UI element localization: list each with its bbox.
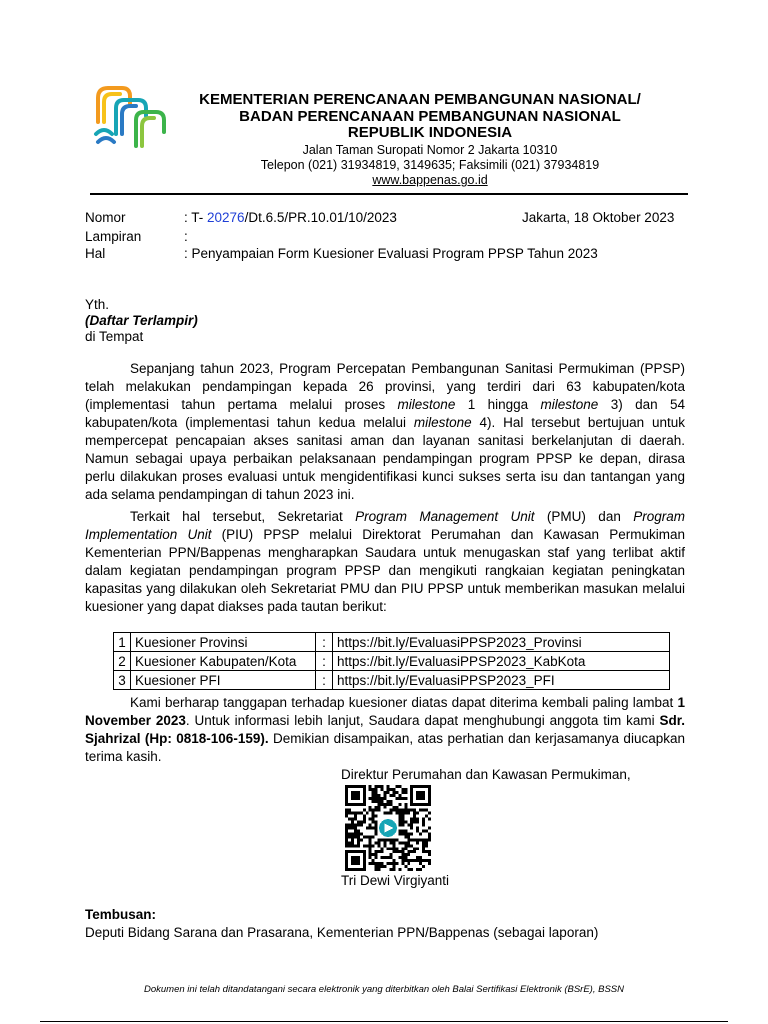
paragraph-1: Sepanjang tahun 2023, Program Percepatan Pembangunan Sanitasi Permukiman (PPSP) telah melakukan pendampingan kepada 26 provinsi, yang terdiri dari 63 kabupaten/kota (implementasi tahun pertama melalui proses milestone 1 hingga milestone 3) dan 54 kabupaten/kota (implementasi tahun kedua melalui milestone 4). Hal tersebut bertujuan untuk mempercepat pencapaian akses sanitasi aman dan layanan sanitasi berkelanjutan di daerah. Namun sebagai upaya perbaikan pelaksanaan pendampingan program PPSP ke depan, dirasa perlu dilakukan proses evaluasi untuk mengidentifikasi kunci sukses serta isu dan tantangan yang ada selama pendampingan di tahun 2023 ini.	[85, 361, 686, 502]
recipient-name: (Daftar Terlampir)	[85, 313, 198, 328]
lampiran-label: Lampiran	[85, 229, 142, 244]
recipient-yth: Yth.	[85, 297, 110, 312]
tembusan-item: Deputi Bidang Sarana dan Prasarana, Kementerian PPN/Bappenas (sebagai laporan)	[85, 925, 599, 940]
questionnaire-link[interactable]: https://bit.ly/EvaluasiPPSP2023_KabKota	[333, 652, 670, 671]
row-number: 2	[114, 652, 131, 671]
signature-title: Direktur Perumahan dan Kawasan Permukiman,	[341, 767, 631, 782]
row-number: 1	[114, 633, 131, 652]
header-divider	[90, 193, 688, 195]
tembusan-label: Tembusan:	[85, 907, 157, 922]
nomor-number: 20276	[207, 210, 245, 225]
paragraph-2: Terkait hal tersebut, Sekretariat Program Management Unit (PMU) dan Program Implementation Unit (PIU) PPSP melalui Direktorat Perumahan dan Kawasan Permukiman Kementerian PPN/Bappenas mengharapkan Saudara untuk menugaskan staf yang terlibat aktif dalam kegiatan pendampingan program PPSP dan mengikuti rangkaian kegiatan peningkatan kapasitas yang dilakukan oleh Sekretariat PMU dan PIU PPSP untuk memberikan masukan melalui kuesioner yang dapat diakses pada tautan berikut:	[85, 509, 686, 614]
footer-note: Dokumen ini telah ditandatangani secara elektronik yang diterbitkan oleh Balai Sertifikasi Elektronik (BSrE), BSSN	[144, 984, 624, 995]
ministry-name-line1: KEMENTERIAN PERENCANAAN PEMBANGUNAN NASIONAL/	[199, 91, 641, 108]
signatory-name: Tri Dewi Virgiyanti	[341, 873, 450, 888]
row-colon: :	[316, 671, 333, 690]
paragraph-3: Kami berharap tanggapan terhadap kuesioner diatas dapat diterima kembali paling lambat 1 November 2023. Untuk informasi lebih lanjut, Saudara dapat menghubungi anggota tim kami Sdr. Sjahrizal (Hp: 0818-106-159). Demikian disampaikan, atas perhatian dan kerjasamanya diucapkan terima kasih.	[85, 695, 685, 764]
row-colon: :	[316, 633, 333, 652]
table-row	[114, 671, 670, 690]
ministry-name-line2: BADAN PERENCANAAN PEMBANGUNAN NASIONAL	[239, 108, 621, 125]
row-colon: :	[316, 652, 333, 671]
footer-divider	[40, 1021, 728, 1022]
qr-code-icon	[345, 785, 431, 871]
ministry-website[interactable]: www.bappenas.go.id	[372, 173, 488, 187]
questionnaire-link[interactable]: https://bit.ly/EvaluasiPPSP2023_PFI	[333, 671, 670, 690]
bappenas-logo	[92, 82, 172, 150]
lampiran-value: :	[184, 229, 188, 244]
table-row	[114, 633, 670, 652]
letter-date: Jakarta, 18 Oktober 2023	[522, 210, 675, 225]
ministry-address: Jalan Taman Suropati Nomor 2 Jakarta 10310	[302, 143, 558, 157]
questionnaire-link[interactable]: https://bit.ly/EvaluasiPPSP2023_Provinsi	[333, 633, 670, 652]
questionnaire-name: Kuesioner Kabupaten/Kota	[131, 652, 316, 671]
nomor-label: Nomor	[85, 210, 126, 225]
nomor-value: : T- 20276/Dt.6.5/PR.10.01/10/2023	[184, 210, 397, 225]
questionnaire-name: Kuesioner PFI	[131, 671, 316, 690]
table-row	[114, 652, 670, 671]
recipient-place: di Tempat	[85, 329, 144, 344]
ministry-phone: Telepon (021) 31934819, 3149635; Faksimili (021) 37934819	[260, 158, 600, 172]
hal-label: Hal	[85, 246, 106, 261]
row-number: 3	[114, 671, 131, 690]
hal-value: : Penyampaian Form Kuesioner Evaluasi Program PPSP Tahun 2023	[184, 246, 598, 261]
ministry-name-line3: REPUBLIK INDONESIA	[347, 124, 513, 141]
questionnaire-name: Kuesioner Provinsi	[131, 633, 316, 652]
questionnaire-links-table	[113, 632, 670, 690]
